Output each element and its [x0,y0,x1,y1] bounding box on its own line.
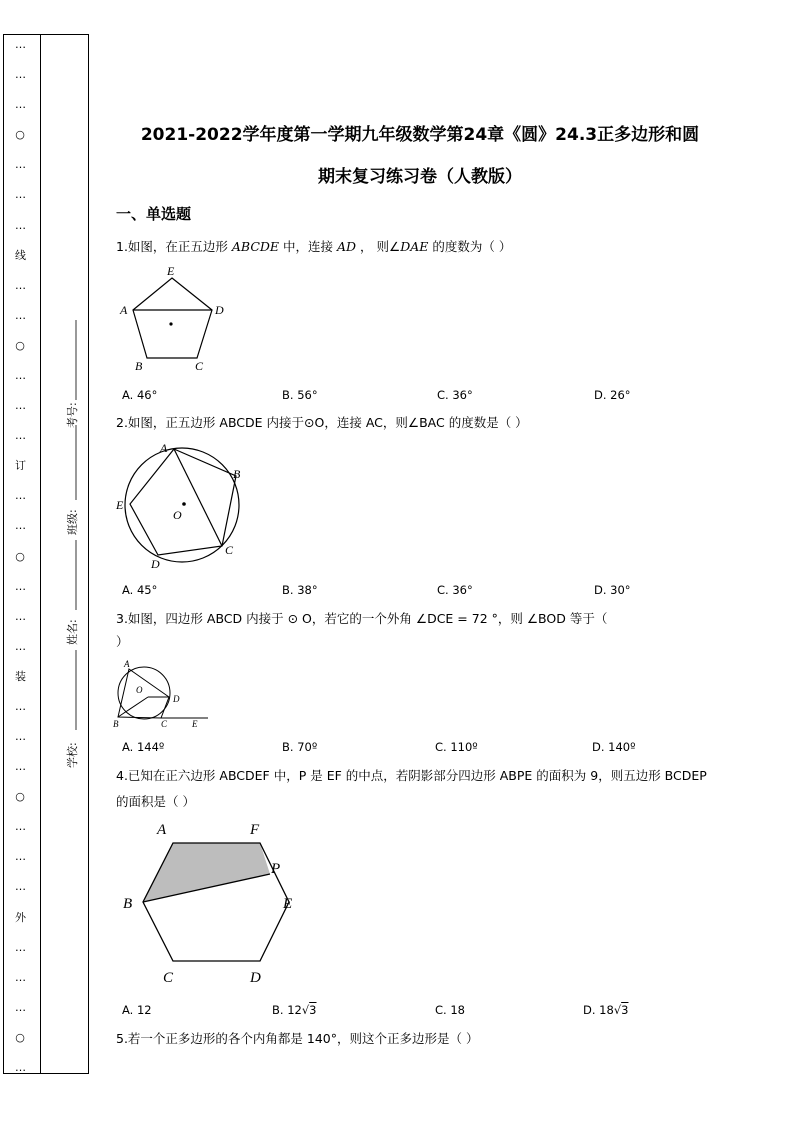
q3-label-e: E [192,719,198,729]
binding-marker: … [15,609,26,623]
figure-q2-inscribed-pentagon [112,438,247,573]
binding-marker: … [15,188,26,202]
question-5: 5.若一个正多边形的各个内角都是 140°，则这个正多边形是（ ） [116,1031,479,1046]
q4-label-a: A [157,822,167,838]
binding-marker: … [15,639,26,653]
q2-label-a: A [160,441,168,455]
label-name: 姓名: [66,619,79,645]
binding-marker: … [15,399,26,413]
page-title: 2021-2022学年度第一学期九年级数学第24章《圆》24.3正多边形和圆 [140,125,700,145]
q1-label-a: A [120,303,128,317]
q4-label-f: F [250,822,260,838]
binding-marker: … [15,760,26,774]
binding-marker: … [15,880,26,894]
label-class: 班级: [66,509,79,535]
binding-marker: … [15,429,26,443]
binding-marker: … [15,158,26,172]
q1-label-e: E [167,264,175,278]
q4-label-d: D [250,970,261,986]
q1-label-b: B [135,359,143,373]
figure-q1-pentagon [115,262,235,374]
q2-label-d: D [151,557,160,571]
binding-marker: … [15,970,26,984]
binding-marker: … [15,1000,26,1014]
q2-label-c: C [225,543,234,557]
q3-option-a[interactable]: A. 144º [122,740,165,754]
q3-label-d: D [173,694,180,704]
q4-option-d[interactable]: D. 18√3 [583,1003,629,1017]
q3-label-c: C [161,719,168,729]
binding-marker: … [15,98,26,112]
binding-marker: ○ [15,1030,25,1044]
q4-option-c[interactable]: C. 18 [435,1003,465,1017]
binding-marker: 订 [15,459,26,473]
binding-marker: … [15,940,26,954]
label-exam-no: 考号: [66,402,79,428]
question-2: 2.如图，正五边形 ABCDE 内接于⊙O，连接 AC，则∠BAC 的度数是（ ） [116,415,528,430]
binding-marker: … [15,278,26,292]
q2-label-o: O [173,508,182,522]
binding-marker: 外 [15,910,26,924]
q3-label-b: B [113,719,119,729]
question-4-cont: 的面积是（ ） [116,794,195,809]
q1-option-a[interactable]: A. 46° [122,388,158,402]
q3-label-a: A [124,659,130,669]
q3-option-b[interactable]: B. 70º [282,740,318,754]
q2-option-d[interactable]: D. 30° [594,583,631,597]
binding-blank-lines [70,320,82,740]
binding-marker: 装 [15,669,26,683]
binding-marker: … [15,368,26,382]
q3-label-o: O [136,685,143,695]
binding-marker: ○ [15,338,25,352]
binding-marker: ○ [15,549,25,563]
binding-marker: … [15,68,26,82]
q2-label-b: B [233,467,241,481]
q1-label-c: C [195,359,204,373]
question-1: 1.如图，在正五边形 ABCDE 中，连接 AD ， 则∠DAE 的度数为（ ） [116,239,512,254]
binding-marker: … [15,850,26,864]
q4-label-p: P [271,861,281,877]
binding-divider [40,35,41,1073]
binding-marker: … [15,489,26,503]
binding-marker: … [15,218,26,232]
shaded-quadrilateral [143,843,270,902]
question-4: 4.已知在正六边形 ABCDEF 中，P 是 EF 的中点，若阴影部分四边形 ABPE 的面积为 9，则五边形 BCDEP [116,768,707,783]
q1-option-c[interactable]: C. 36° [437,388,473,402]
q4-option-b[interactable]: B. 12√3 [272,1003,317,1017]
binding-marker: … [15,519,26,533]
binding-marker: … [15,699,26,713]
figure-q4-hexagon [115,818,315,988]
q4-label-e: E [283,896,293,912]
binding-marker: … [15,730,26,744]
q4-option-a[interactable]: A. 12 [122,1003,152,1017]
binding-marker: ○ [15,790,25,804]
binding-marker: … [15,38,26,51]
q2-option-a[interactable]: A. 45° [122,583,158,597]
q1-label-d: D [215,303,224,317]
q1-option-d[interactable]: D. 26° [594,388,631,402]
question-3-cont: ） [116,634,129,649]
q4-label-b: B [123,896,133,912]
figure-q3-cyclic-quad [112,657,212,729]
binding-marker: … [15,1061,26,1074]
binding-marker: ○ [15,128,25,142]
q3-option-d[interactable]: D. 140º [592,740,636,754]
q2-option-b[interactable]: B. 38° [282,583,318,597]
q4-label-c: C [163,970,174,986]
binding-marker: … [15,308,26,322]
binding-marker: 线 [15,248,26,262]
q2-label-e: E [116,498,124,512]
binding-marker: … [15,820,26,834]
q3-option-c[interactable]: C. 110º [435,740,478,754]
q2-option-c[interactable]: C. 36° [437,583,473,597]
q1-option-b[interactable]: B. 56° [282,388,318,402]
label-school: 学校: [66,742,79,768]
section-heading: 一、单选题 [116,205,192,223]
binding-marker: … [15,579,26,593]
page-subtitle: 期末复习练习卷（人教版） [318,167,522,187]
question-3: 3.如图，四边形 ABCD 内接于 ⊙ O，若它的一个外角 ∠DCE = 72 °，则 ∠BOD 等于（ [116,611,608,626]
